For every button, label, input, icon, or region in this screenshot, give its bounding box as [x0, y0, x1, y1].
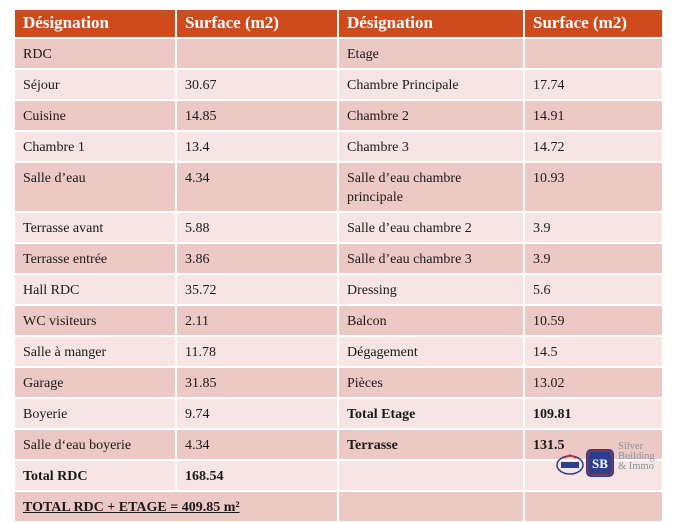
- table-row: [14, 305, 663, 336]
- table-cell: 3.86: [176, 243, 338, 274]
- table-cell: WC visiteurs: [14, 305, 176, 336]
- table-cell: 11.78: [176, 336, 338, 367]
- table-cell: Terrasse entrée: [14, 243, 176, 274]
- table-cell: 10.59: [524, 305, 663, 336]
- brand-line: Building: [618, 451, 655, 462]
- total-etage-value: 109.81: [524, 398, 663, 429]
- table-cell: 17.74: [524, 69, 663, 100]
- grand-total: TOTAL RDC + ETAGE = 409.85 m²: [14, 491, 338, 522]
- table-cell: Etage: [338, 38, 524, 69]
- table-cell: 9.74: [176, 398, 338, 429]
- table-cell: Salle d’eau chambre principale: [338, 162, 524, 212]
- table-cell: 14.85: [176, 100, 338, 131]
- table-cell: Chambre 1: [14, 131, 176, 162]
- table-cell: 5.6: [524, 274, 663, 305]
- header-surface-rdc: Surface (m2): [176, 9, 338, 38]
- table-row: [14, 38, 663, 69]
- table-row: [14, 243, 663, 274]
- table-cell: 5.88: [176, 212, 338, 243]
- table-cell: Chambre 3: [338, 131, 524, 162]
- table-cell: 10.93: [524, 162, 663, 212]
- table-cell: 3.9: [524, 212, 663, 243]
- header-surface-etage: Surface (m2): [524, 9, 663, 38]
- terrasse-value: 131.5: [524, 429, 663, 460]
- table-cell: Cuisine: [14, 100, 176, 131]
- table-cell: 2.11: [176, 305, 338, 336]
- table-row: [14, 212, 663, 243]
- brand-name: [618, 442, 655, 472]
- table-row: [14, 100, 663, 131]
- table-cell: Salle d’eau chambre 3: [338, 243, 524, 274]
- svg-text:SB: SB: [592, 456, 608, 471]
- table-cell: 13.02: [524, 367, 663, 398]
- table-row: [14, 398, 663, 429]
- table-cell: Salle à manger: [14, 336, 176, 367]
- header-designation-etage: Désignation: [338, 9, 524, 38]
- table-row: [14, 367, 663, 398]
- table-cell: RDC: [14, 38, 176, 69]
- table-row: [14, 162, 663, 212]
- table-cell: 13.4: [176, 131, 338, 162]
- table-cell: Dégagement: [338, 336, 524, 367]
- table-cell: Chambre Principale: [338, 69, 524, 100]
- total-etage-label: Total Etage: [338, 398, 524, 429]
- table-row: [14, 131, 663, 162]
- table-cell: 35.72: [176, 274, 338, 305]
- table-cell: [338, 460, 524, 491]
- table-cell: 14.72: [524, 131, 663, 162]
- brand-line: & Immo: [618, 461, 654, 472]
- terrasse-label: Terrasse: [338, 429, 524, 460]
- total-rdc-label: Total RDC: [14, 460, 176, 491]
- table-cell: Hall RDC: [14, 274, 176, 305]
- table-cell: Garage: [14, 367, 176, 398]
- table-cell: Boyerie: [14, 398, 176, 429]
- sb-monogram-icon: [585, 448, 615, 478]
- table-cell: 30.67: [176, 69, 338, 100]
- table-cell: Terrasse avant: [14, 212, 176, 243]
- table-row: [14, 336, 663, 367]
- seal-icon: [556, 454, 584, 476]
- table-cell: Salle d’eau: [14, 162, 176, 212]
- table-cell: 4.34: [176, 162, 338, 212]
- table-cell: 31.85: [176, 367, 338, 398]
- table-cell: 14.91: [524, 100, 663, 131]
- table-cell: Séjour: [14, 69, 176, 100]
- silver-building-logo: [556, 440, 666, 484]
- table-row: [14, 274, 663, 305]
- table-cell: 14.5: [524, 336, 663, 367]
- header-designation-rdc: Désignation: [14, 9, 176, 38]
- table-cell: Pièces: [338, 367, 524, 398]
- table-cell: [524, 38, 663, 69]
- table-cell: Dressing: [338, 274, 524, 305]
- brand-line: Silver: [618, 441, 644, 452]
- table-cell: Chambre 2: [338, 100, 524, 131]
- table-cell: 3.9: [524, 243, 663, 274]
- table-cell: Salle d’eau chambre 2: [338, 212, 524, 243]
- total-rdc-value: 168.54: [176, 460, 338, 491]
- table-cell: 4.34: [176, 429, 338, 460]
- table-cell: Balcon: [338, 305, 524, 336]
- table-row: [14, 69, 663, 100]
- table-cell: Salle d‘eau boyerie: [14, 429, 176, 460]
- table-cell: [176, 38, 338, 69]
- header-row: [14, 9, 663, 38]
